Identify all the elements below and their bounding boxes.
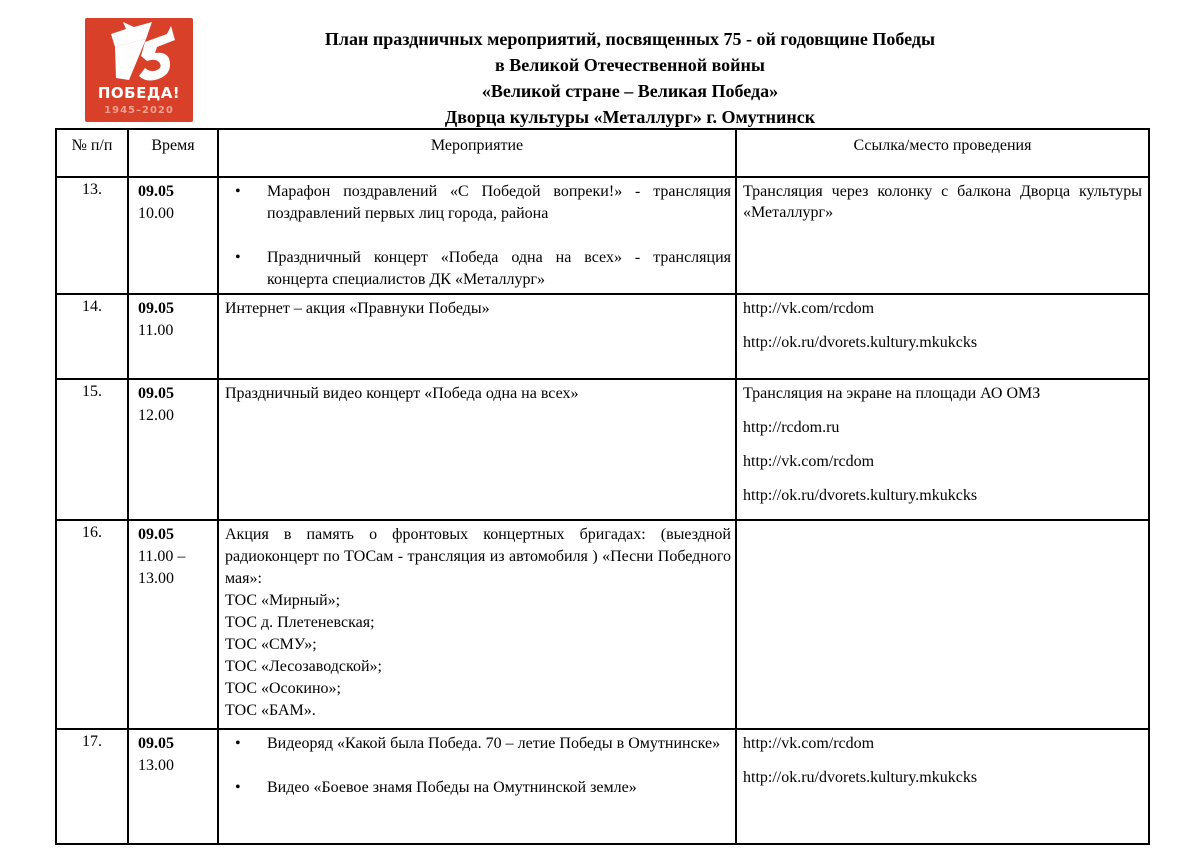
link-text: http://ok.ru/dvorets.kultury.mkukcks (743, 334, 978, 351)
bullet-icon: • (235, 735, 241, 752)
event-text: Акция в память о фронтовых концертных бригадах: (выездной радиоконцерт по ТОСам - трансляция из автомобиля ) «Песни Победного мая»: (225, 526, 731, 587)
event-text: Марафон поздравлений «С Победой вопреки!» - трансляция поздравлений первых лиц города, района (267, 183, 731, 222)
event-time: 13.00 (138, 570, 174, 587)
event-text: ТОС «Осокино»; (225, 680, 341, 697)
row-links (736, 729, 1149, 844)
event-text: Видеоряд «Какой была Победа. 70 – летие Победы в Омутнинске» (267, 735, 721, 752)
row-number: 15. (56, 379, 128, 520)
event-time: 12.00 (138, 407, 174, 424)
schedule-table (55, 128, 1150, 845)
row-event (218, 177, 736, 294)
link-text: http://vk.com/rcdom (743, 735, 875, 752)
event-bullet-item (221, 777, 731, 799)
col-header-event: Мероприятие (218, 129, 736, 177)
title-line-4: Дворца культуры «Металлург» г. Омутнинск (444, 107, 816, 127)
col-header-number: № п/п (56, 129, 128, 177)
event-bullet-item (221, 247, 731, 291)
title-line-2: в Великой Отечественной войны (495, 55, 765, 75)
event-date: 09.05 (138, 385, 174, 402)
event-text: ТОС «БАМ». (225, 702, 316, 719)
bullet-icon: • (235, 183, 241, 200)
event-text: Праздничный видео концерт «Победа одна на всех» (225, 385, 579, 402)
table-row (56, 379, 1149, 520)
table-row (56, 520, 1149, 729)
event-date: 09.05 (138, 735, 174, 752)
row-time (128, 177, 218, 294)
document-title (170, 26, 1090, 130)
link-text: http://ok.ru/dvorets.kultury.mkukcks (743, 487, 978, 504)
event-text: ТОС д. Плетеневская; (225, 614, 375, 631)
event-time: 13.00 (138, 757, 174, 774)
event-date: 09.05 (138, 526, 174, 543)
event-text: ТОС «СМУ»; (225, 636, 317, 653)
row-event (218, 379, 736, 520)
row-time (128, 729, 218, 844)
row-time (128, 294, 218, 379)
event-bullet-item (221, 181, 731, 225)
row-number: 17. (56, 729, 128, 844)
event-text: Интернет – акция «Правнуки Победы» (225, 300, 490, 317)
row-links (736, 294, 1149, 379)
logo-years: 1945–2020 (104, 105, 174, 116)
title-line-3: «Великой стране – Великая Победа» (481, 81, 779, 101)
col-header-link: Ссылка/место проведения (736, 129, 1149, 177)
row-links (736, 177, 1149, 294)
row-event (218, 520, 736, 729)
table-row (56, 294, 1149, 379)
link-text: http://vk.com/rcdom (743, 453, 875, 470)
event-time: 10.00 (138, 205, 174, 222)
link-text: http://ok.ru/dvorets.kultury.mkukcks (743, 769, 978, 786)
link-text: Трансляция на экране на площади АО ОМЗ (743, 385, 1041, 402)
event-time: 11.00 (138, 322, 174, 339)
event-text: ТОС «Мирный»; (225, 592, 341, 609)
row-number: 16. (56, 520, 128, 729)
table-row (56, 729, 1149, 844)
row-event (218, 294, 736, 379)
row-links (736, 379, 1149, 520)
row-time (128, 379, 218, 520)
event-text: ТОС «Лесозаводской»; (225, 658, 382, 675)
row-time (128, 520, 218, 729)
table-row (56, 177, 1149, 294)
event-date: 09.05 (138, 300, 174, 317)
row-number: 14. (56, 294, 128, 379)
link-text: http://rcdom.ru (743, 419, 840, 436)
event-text: Видео «Боевое знамя Победы на Омутнинской земле» (267, 779, 637, 796)
event-time: 11.00 – (138, 548, 186, 565)
bullet-icon: • (235, 779, 241, 796)
col-header-time: Время (128, 129, 218, 177)
table-header-row (56, 129, 1149, 177)
row-links (736, 520, 1149, 729)
event-text: Праздничный концерт «Победа одна на всех» - трансляция концерта специалистов ДК «Металлург» (267, 249, 731, 288)
logo-label: ПОБЕДА! (97, 84, 181, 102)
link-text: http://vk.com/rcdom (743, 300, 875, 317)
link-text: Трансляция через колонку с балкона Дворца культуры «Металлург» (743, 183, 1142, 221)
title-line-1: План праздничных мероприятий, посвященных 75 - ой годовщине Победы (324, 29, 936, 49)
event-date: 09.05 (138, 183, 174, 200)
row-event (218, 729, 736, 844)
event-bullet-item (221, 733, 731, 755)
bullet-icon: • (235, 249, 241, 266)
row-number: 13. (56, 177, 128, 294)
